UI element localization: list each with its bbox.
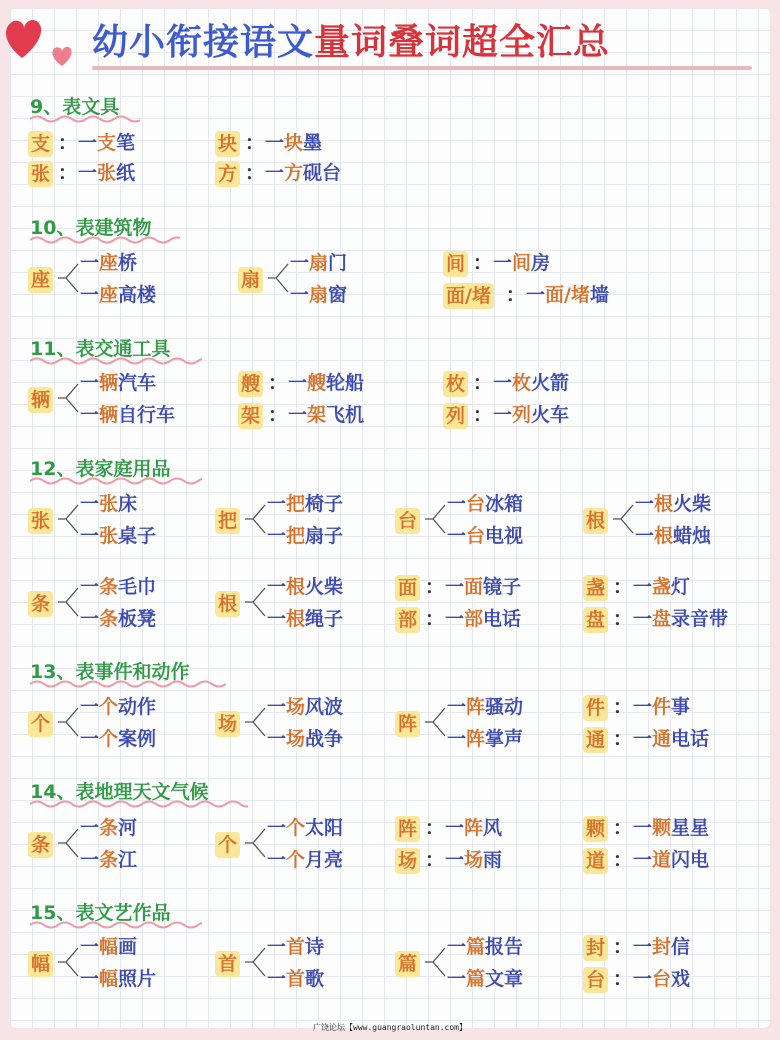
measure-word: 扇 (238, 267, 263, 293)
colon: ： (58, 162, 78, 184)
branch-lines (245, 944, 267, 980)
example-phrase: 一条毛巾 (80, 576, 157, 598)
colon: ： (613, 936, 633, 958)
colon: ： (613, 728, 633, 750)
example-phrase: 一封信 (633, 936, 691, 958)
branch-lines (58, 584, 80, 620)
example-phrase: 一件事 (633, 696, 691, 718)
section-title: 11、表交通工具 (30, 334, 170, 361)
example-phrase: 一间房 (493, 252, 551, 274)
measure-word: 台 (583, 967, 608, 993)
measure-word: 阵 (395, 816, 420, 842)
measure-word: 艘 (238, 371, 263, 397)
colon: ： (506, 284, 526, 306)
example-phrase: 一阵风 (445, 817, 503, 839)
wavy-underline (30, 476, 202, 485)
measure-word: 场 (215, 711, 240, 737)
example-phrase: 一场雨 (445, 849, 503, 871)
branch-lines (613, 501, 635, 537)
section-title: 12、表家庭用品 (30, 454, 170, 481)
example-phrase: 一场风波 (267, 696, 344, 718)
example-phrase: 一枚火箭 (493, 372, 570, 394)
measure-word: 件 (583, 695, 608, 721)
example-phrase: 一个太阳 (267, 817, 344, 839)
example-phrase: 一幅照片 (80, 968, 157, 990)
example-phrase: 一把扇子 (267, 525, 344, 547)
colon: ： (613, 696, 633, 718)
example-phrase: 一扇窗 (290, 284, 348, 306)
measure-word: 块 (215, 131, 240, 157)
example-phrase: 一根火柴 (267, 576, 344, 598)
example-phrase: 一盏灯 (633, 576, 691, 598)
example-phrase: 一块墨 (265, 132, 323, 154)
measure-word: 列 (443, 403, 468, 429)
measure-word: 枚 (443, 371, 468, 397)
colon: ： (245, 162, 265, 184)
measure-word: 盘 (583, 607, 608, 633)
example-phrase: 一首诗 (267, 936, 325, 958)
branch-lines (58, 380, 80, 416)
example-phrase: 一辆汽车 (80, 372, 157, 394)
title-underline (92, 66, 752, 70)
branch-lines (58, 825, 80, 861)
measure-word: 场 (395, 848, 420, 874)
example-phrase: 一阵骚动 (447, 696, 524, 718)
example-phrase: 一座高楼 (80, 284, 157, 306)
wavy-underline (30, 235, 180, 244)
example-phrase: 一张纸 (78, 162, 136, 184)
wavy-underline (30, 679, 226, 688)
measure-word: 部 (395, 607, 420, 633)
colon: ： (425, 817, 445, 839)
example-phrase: 一场战争 (267, 728, 344, 750)
example-phrase: 一面镜子 (445, 576, 522, 598)
example-phrase: 一篇报告 (447, 936, 524, 958)
measure-word: 方 (215, 161, 240, 187)
example-phrase: 一座桥 (80, 252, 138, 274)
section-title: 13、表事件和动作 (30, 657, 189, 684)
colon: ： (473, 404, 493, 426)
measure-word: 个 (28, 711, 53, 737)
measure-word: 篇 (395, 951, 420, 977)
example-phrase: 一艘轮船 (288, 372, 365, 394)
branch-lines (58, 704, 80, 740)
example-phrase: 一个月亮 (267, 849, 344, 871)
branch-lines (58, 260, 80, 296)
measure-word: 条 (28, 591, 53, 617)
branch-lines (245, 704, 267, 740)
colon: ： (425, 576, 445, 598)
example-phrase: 一盘录音带 (633, 608, 729, 630)
example-phrase: 一张床 (80, 493, 138, 515)
colon: ： (473, 372, 493, 394)
example-phrase: 一张桌子 (80, 525, 157, 547)
measure-word: 支 (28, 131, 53, 157)
section-title: 15、表文艺作品 (30, 898, 170, 925)
example-phrase: 一方砚台 (265, 162, 342, 184)
measure-word: 道 (583, 848, 608, 874)
measure-word: 根 (215, 591, 240, 617)
colon: ： (473, 252, 493, 274)
example-phrase: 一辆自行车 (80, 404, 176, 426)
example-phrase: 一个案例 (80, 728, 157, 750)
colon: ： (613, 576, 633, 598)
colon: ： (613, 849, 633, 871)
measure-word: 把 (215, 508, 240, 534)
branch-lines (425, 501, 447, 537)
measure-word: 个 (215, 832, 240, 858)
colon: ： (58, 132, 78, 154)
measure-word: 根 (583, 508, 608, 534)
colon: ： (245, 132, 265, 154)
example-phrase: 一列火车 (493, 404, 570, 426)
measure-word: 张 (28, 508, 53, 534)
example-phrase: 一个动作 (80, 696, 157, 718)
example-phrase: 一根绳子 (267, 608, 344, 630)
wavy-underline (30, 920, 202, 929)
page-title: 幼小衔接语文量词叠词超全汇总 (92, 22, 611, 63)
colon: ： (268, 404, 288, 426)
measure-word: 条 (28, 832, 53, 858)
measure-word: 间 (443, 251, 468, 277)
colon: ： (425, 608, 445, 630)
example-phrase: 一台冰箱 (447, 493, 524, 515)
example-phrase: 一道闪电 (633, 849, 710, 871)
example-phrase: 一架飞机 (288, 404, 365, 426)
example-phrase: 一条江 (80, 849, 138, 871)
colon: ： (613, 608, 633, 630)
example-phrase: 一台电视 (447, 525, 524, 547)
section-title: 14、表地理天文气候 (30, 777, 208, 804)
branch-lines (245, 825, 267, 861)
example-phrase: 一根火柴 (635, 493, 712, 515)
example-phrase: 一部电话 (445, 608, 522, 630)
measure-word: 颗 (583, 816, 608, 842)
measure-word: 首 (215, 951, 240, 977)
measure-word: 阵 (395, 711, 420, 737)
measure-word: 台 (395, 508, 420, 534)
example-phrase: 一台戏 (633, 968, 691, 990)
section-title: 9、表文具 (30, 92, 119, 119)
wavy-underline (30, 799, 248, 808)
colon: ： (268, 372, 288, 394)
measure-word: 架 (238, 403, 263, 429)
example-phrase: 一条河 (80, 817, 138, 839)
measure-word: 面/堵 (443, 283, 494, 309)
branch-lines (58, 944, 80, 980)
example-phrase: 一面/堵墙 (526, 284, 609, 306)
example-phrase: 一篇文章 (447, 968, 524, 990)
example-phrase: 一首歌 (267, 968, 325, 990)
section-title: 10、表建筑物 (30, 213, 151, 240)
example-phrase: 一扇门 (290, 252, 348, 274)
colon: ： (425, 849, 445, 871)
colon: ： (613, 817, 633, 839)
branch-lines (425, 944, 447, 980)
example-phrase: 一根蜡烛 (635, 525, 712, 547)
measure-word: 辆 (28, 387, 53, 413)
measure-word: 通 (583, 727, 608, 753)
measure-word: 张 (28, 161, 53, 187)
branch-lines (245, 584, 267, 620)
measure-word: 封 (583, 935, 608, 961)
example-phrase: 一条板凳 (80, 608, 157, 630)
footer-watermark: 广饶论坛【www.guangraoluntan.com】 (313, 1023, 467, 1032)
branch-lines (58, 501, 80, 537)
measure-word: 盏 (583, 575, 608, 601)
wavy-underline (30, 114, 140, 123)
branch-lines (245, 501, 267, 537)
branch-lines (425, 704, 447, 740)
example-phrase: 一通电话 (633, 728, 710, 750)
example-phrase: 一颗星星 (633, 817, 710, 839)
hearts-decoration-icon (0, 8, 90, 68)
example-phrase: 一幅画 (80, 936, 138, 958)
measure-word: 幅 (28, 951, 53, 977)
example-phrase: 一阵掌声 (447, 728, 524, 750)
branch-lines (268, 260, 290, 296)
example-phrase: 一把椅子 (267, 493, 344, 515)
measure-word: 座 (28, 267, 53, 293)
measure-word: 面 (395, 575, 420, 601)
colon: ： (613, 968, 633, 990)
example-phrase: 一支笔 (78, 132, 136, 154)
wavy-underline (30, 356, 202, 365)
